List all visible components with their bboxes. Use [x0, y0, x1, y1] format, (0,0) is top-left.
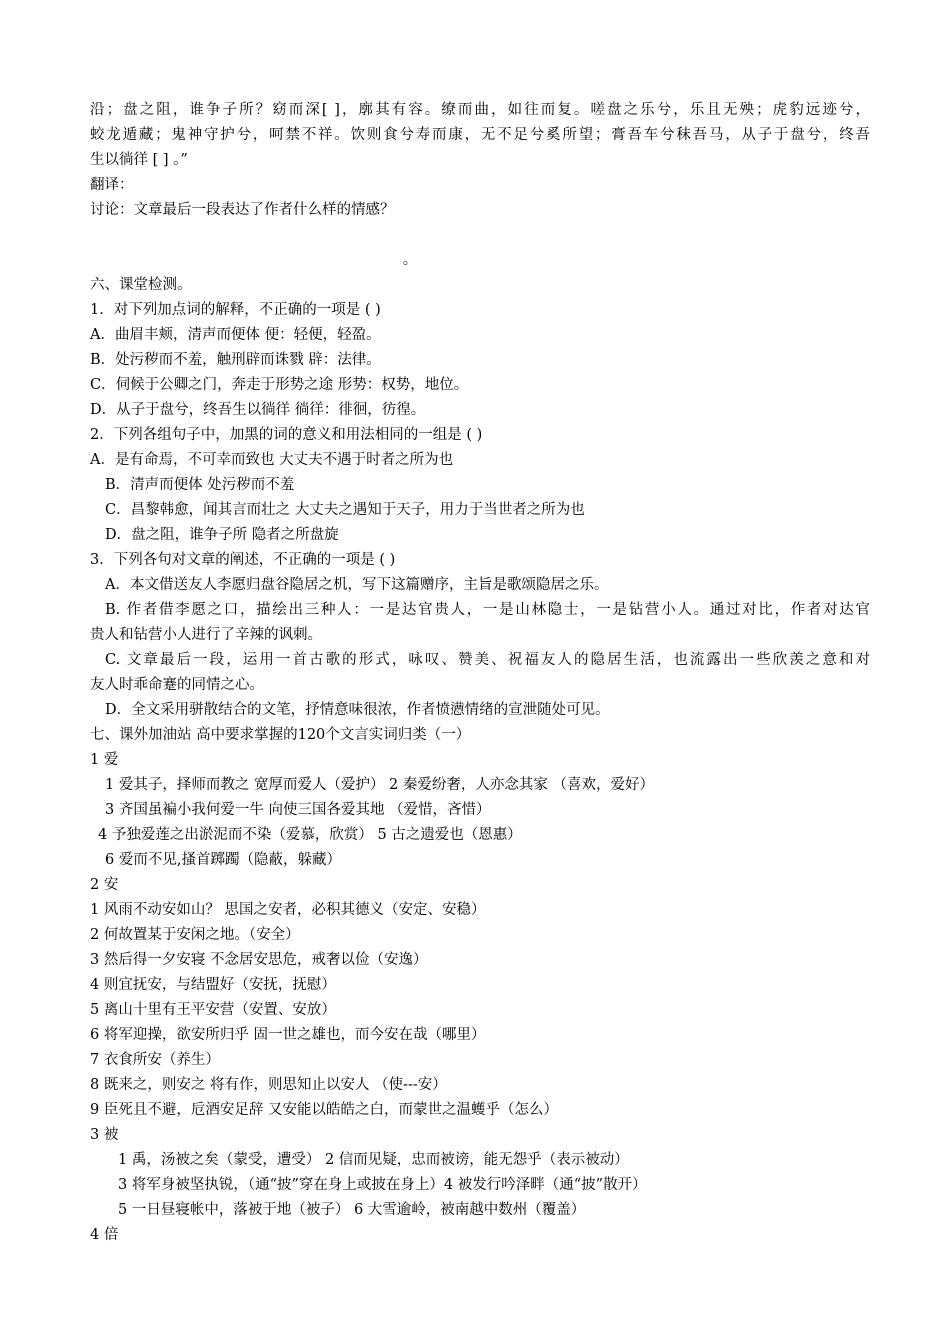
discussion-question: 讨论：文章最后一段表达了作者什么样的情感？ [90, 202, 395, 218]
end-mark: 。 [402, 252, 418, 268]
question-option-continued: 贵人和钻营小人进行了辛辣的讽刺。 [90, 627, 322, 643]
word-example: 3 将军身被坚执锐，（通“披”穿在身上或披在身上）4 被发行吟泽畔（通“披”散开） [118, 1177, 647, 1193]
word-example: 4 予独爱莲之出淤泥而不染（爱慕，欣赏） 5 古之遗爱也（恩惠） [98, 827, 522, 843]
word-example: 7 衣食所安（养生） [90, 1052, 220, 1068]
word-example: 2 何故置某于安闲之地。（安全） [90, 927, 300, 943]
word-example: 1 爱其子，择师而教之 宽厚而爱人（爱护） 2 秦爱纷奢，人亦念其家 （喜欢，爱好） [105, 777, 654, 793]
question-option: A．曲眉丰颊，清声而便体 便：轻便，轻盈。 [90, 327, 381, 343]
word-example: 6 将军迎操，欲安所归乎 固一世之雄也，而今安在哉（哪里） [90, 1027, 486, 1043]
passage-line: 蛟龙遁藏；鬼神守护兮，呵禁不祥。饮则食兮寿而康，无不足兮奚所望；膏吾车兮秣吾马，从子于盘兮，终吾 [90, 127, 870, 143]
question-stem: 3．下列各句对文章的阐述，不正确的一项是 ( ) [90, 552, 396, 568]
word-example: 9 臣死且不避，卮酒安足辞 又安能以皓皓之白，而蒙世之温蠖乎（怎么） [90, 1102, 558, 1118]
question-option: B．处污秽而不羞，触刑辟而诛戮 辟：法律。 [90, 352, 381, 368]
answer-space [90, 223, 870, 248]
question-option: B. 作者借李愿之口，描绘出三种人：一是达官贵人，一是山林隐士，一是钻营小人。通过对比，作者对达官 [105, 602, 870, 618]
word-example: 3 然后得一夕安寝 不念居安思危，戒奢以俭（安逸） [90, 952, 428, 968]
question-option: D．盘之阻，谁争子所 隐者之所盘旋 [105, 527, 339, 543]
question-option-continued: 友人时乖命蹇的同情之心。 [90, 677, 264, 693]
word-heading: 4 倍 [90, 1227, 119, 1243]
question-option: C．昌黎韩愈，闻其言而壮之 大丈夫之遇知于天子，用力于当世者之所为也 [105, 502, 585, 518]
word-heading: 1 爱 [90, 752, 119, 768]
word-example: 1 禹，汤被之矣（蒙受，遭受） 2 信而见疑，忠而被谤，能无怨乎（表示被动） [118, 1152, 629, 1168]
section-title: 七、课外加油站 高中要求掌握的120个文言实词归类（一） [90, 727, 471, 743]
word-example: 1 风雨不动安如山？ 思国之安者，必积其德义（安定、安稳） [90, 902, 486, 918]
question-stem: 2．下列各组句子中，加黑的词的意义和用法相同的一组是 ( ) [90, 427, 483, 443]
translation-label: 翻译： [90, 177, 134, 193]
question-stem: 1．对下列加点词的解释，不正确的一项是 ( ) [90, 302, 381, 318]
word-example: 6 爱而不见,搔首踯躅（隐蔽，躲藏） [105, 852, 341, 868]
word-example: 5 一日昼寝帐中，落被于地（被子） 6 大雪逾岭，被南越中数州（覆盖） [118, 1202, 586, 1218]
word-heading: 3 被 [90, 1127, 119, 1143]
question-option: A．本文借送友人李愿归盘谷隐居之机，写下这篇赠序，主旨是歌颂隐居之乐。 [105, 577, 609, 593]
question-option: C. 文章最后一段，运用一首古歌的形式，咏叹、赞美、祝福友人的隐居生活，也流露出一些欣羡之意和对 [105, 652, 870, 668]
word-example: 8 既来之，则安之 将有作，则思知止以安人 （使---安） [90, 1077, 447, 1093]
question-option: D．全文采用骈散结合的文笔，抒情意味很浓，作者愤懑情绪的宣泄随处可见。 [105, 702, 610, 718]
passage-line: 生以徜徉 [ ] 。” [90, 152, 188, 168]
passage-line: 沿；盘之阻，谁争子所？窈而深[ ]，廓其有容。缭而曲，如往而复。嗟盘之乐兮，乐且无殃；虎豹远迹兮， [90, 102, 870, 118]
question-option: C．伺候于公卿之门，奔走于形势之途 形势：权势，地位。 [90, 377, 469, 393]
section-title: 六、课堂检测。 [90, 277, 192, 293]
question-option: A．是有命焉，不可幸而致也 大丈夫不遇于时者之所为也 [90, 452, 454, 468]
word-example: 5 离山十里有王平安营（安置、安放） [90, 1002, 336, 1018]
question-option: D．从子于盘兮，终吾生以徜徉 徜徉：徘徊，彷徨。 [90, 402, 426, 418]
word-heading: 2 安 [90, 877, 119, 893]
question-option: B．清声而便体 处污秽而不羞 [105, 477, 295, 493]
word-example: 4 则宜抚安，与结盟好（安抚，抚慰） [90, 977, 336, 993]
word-example: 3 齐国虽褊小我何爱一牛 向使三国各爱其地 （爱惜，吝惜） [105, 802, 491, 818]
